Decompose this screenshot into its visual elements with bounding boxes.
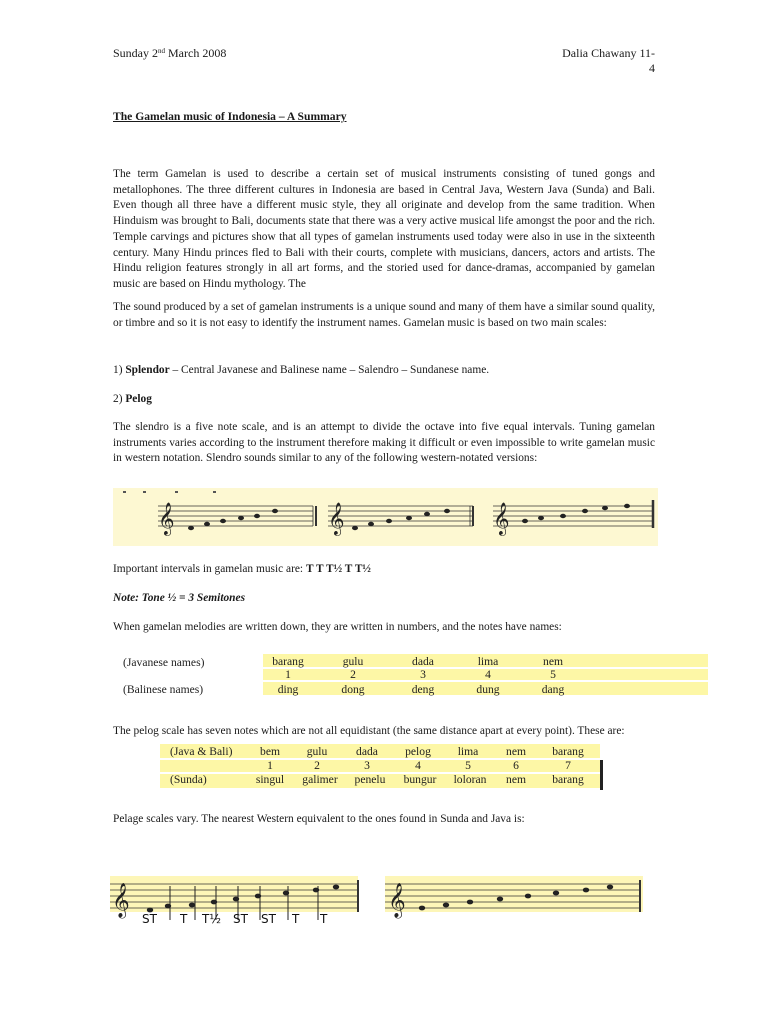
step-mark: ST [142,912,157,926]
note-number: 5 [550,668,556,681]
sunda-name: bungur [403,773,437,786]
pelog-name: dada [356,745,378,758]
slendro-paragraph: The slendro is a five note scale, and is an attempt to divide the octave into five equal intervals. Tuning gamelan instruments varies according to the instrument therefore making it difficult or even impossible to write gamelan music in western notation. Slendro sounds similar to any of the following western-notated versions: [113,421,655,465]
slendro-names-table [113,648,658,700]
sunda-name: nem [506,773,526,786]
bracket-mark [600,760,603,790]
step-mark: ST [261,912,276,926]
note-number: 3 [364,759,370,772]
note-number: 6 [513,759,519,772]
pelog-name: lima [457,745,479,758]
balinese-name: ding [277,683,299,696]
note-number: 4 [485,668,491,681]
row-label-balinese: (Balinese names) [123,683,204,696]
pelog-notation-image [110,872,645,934]
note-number: 5 [465,759,471,772]
pelog-name: bem [260,745,280,758]
step-mark: T [292,912,300,926]
note-number: 1 [285,668,291,681]
sound-paragraph: The sound produced by a set of gamelan instruments is a unique sound and many of them have a similar sound quality, or timbre and so it is not easy to identify the instrument names. Gamelan music is based on two main scales: [113,301,655,329]
note-number: 1 [267,759,273,772]
names-paragraph: When gamelan melodies are written down, they are written in numbers, and the notes have names: [113,621,562,633]
sunda-name: penelu [354,773,386,786]
row-label-javanese: (Javanese names) [123,656,205,669]
svg-text:𝄞: 𝄞 [388,883,406,918]
row-label-java-bali: (Java & Bali) [170,745,233,758]
svg-text:𝄞: 𝄞 [112,883,130,918]
step-mark: T½ [202,912,221,926]
header-author: Dalia Chawany 11-4 [562,46,655,75]
step-mark: T [320,912,328,926]
page-title: The Gamelan music of Indonesia – A Summary [113,110,347,123]
pelog-names-table [160,740,605,798]
step-mark: T [180,912,188,926]
note-number: 7 [565,759,571,772]
balinese-name: deng [411,683,435,696]
scale-item-1: 1) Splendor – Central Javanese and Balinese name – Salendro – Sundanese name. [113,364,490,376]
pelog-name: gulu [306,745,328,758]
pelog-name: barang [552,745,584,758]
header-date: Sunday 2nd March 2008 [113,46,227,60]
javanese-name: dada [412,655,434,668]
slendro-notation-image [113,488,658,546]
sunda-name: barang [552,773,584,786]
svg-text:𝄞: 𝄞 [158,502,175,535]
balinese-name: dong [341,683,365,696]
intervals-line: Important intervals in gamelan music are: T T T½ T T½ [113,563,371,575]
tone-note: Note: Tone ½ = 3 Semitones [113,592,245,604]
step-mark: ST [233,912,248,926]
note-number: 4 [415,759,421,772]
sunda-name: loloran [453,773,487,786]
javanese-name: barang [272,655,304,668]
balinese-name: dang [541,683,565,696]
svg-text:𝄞: 𝄞 [493,502,510,535]
pelog-name: nem [506,745,526,758]
pelog-name: pelog [405,745,431,758]
svg-text:𝄞: 𝄞 [328,502,345,535]
pelog-paragraph: The pelog scale has seven notes which are not all equidistant (the same distance apart at every point). These are: [113,725,625,737]
intro-paragraph: The term Gamelan is used to describe a certain set of musical instruments consisting of tuned gongs and metallophones. The three different cultures in Indonesia are based in Central Java, Western Java (Sunda) and Bali. Even though all three have a different music style, they all originate and develop from the same tradition. When Hinduism was brought to Bali, documents state that there was a very active musical life amongst the poor and the rich. Temple carvings and pictures show that all types of gamelan instruments used today were also in use in the sixteenth century. Many Hindu princes fled to Bali with their courts, complete with musicians, dancers, actors and artists. The Hindu religion features strongly in all art forms, and the storied used for dance-dramas, accompanied by gamelan music are based on Hindu mythology. The [113,168,655,290]
javanese-name: gulu [342,655,364,668]
sunda-name: galimer [302,773,338,786]
pelage-paragraph: Pelage scales vary. The nearest Western equivalent to the ones found in Sunda and Java is: [113,813,525,825]
note-number: 3 [420,668,426,681]
scale-item-2: 2) Pelog [113,393,152,405]
note-number: 2 [314,759,320,772]
javanese-name: lima [477,655,499,668]
note-number: 2 [350,668,356,681]
javanese-name: nem [543,655,563,668]
row-label-sunda: (Sunda) [170,773,207,786]
balinese-name: dung [476,683,500,696]
sunda-name: singul [255,773,285,786]
